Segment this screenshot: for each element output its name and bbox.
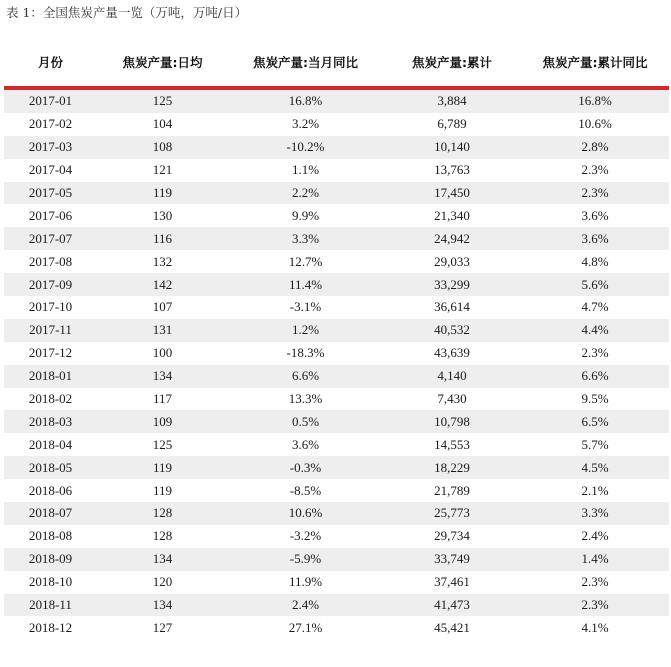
cell-month: 2018-06 [4,479,97,502]
cell-month: 2017-09 [4,273,97,296]
cell-cumulative: 6,789 [383,113,521,136]
cell-cumulative: 14,553 [383,433,521,456]
cell-monthly-yoy: 3.2% [228,113,383,136]
table-row [4,433,669,456]
table-row [4,227,669,250]
cell-daily-average: 125 [97,433,228,456]
table-header-row [4,37,669,88]
cell-monthly-yoy: 2.4% [228,594,383,617]
cell-daily-average: 119 [97,479,228,502]
cell-cumulative-yoy: 3.6% [521,204,669,227]
cell-daily-average: 128 [97,525,228,548]
cell-monthly-yoy: 12.7% [228,250,383,273]
cell-monthly-yoy: 9.9% [228,204,383,227]
cell-cumulative: 45,421 [383,616,521,639]
cell-cumulative: 43,639 [383,342,521,365]
table-row [4,571,669,594]
cell-cumulative-yoy: 2.1% [521,479,669,502]
cell-monthly-yoy: -5.9% [228,548,383,571]
cell-month: 2018-05 [4,456,97,479]
cell-month: 2018-11 [4,594,97,617]
table-row [4,410,669,433]
cell-cumulative: 29,033 [383,250,521,273]
table-row [4,250,669,273]
cell-cumulative-yoy: 5.6% [521,273,669,296]
table-row [4,594,669,617]
cell-cumulative: 21,789 [383,479,521,502]
cell-daily-average: 104 [97,113,228,136]
cell-cumulative: 40,532 [383,319,521,342]
cell-cumulative-yoy: 4.7% [521,296,669,319]
cell-cumulative-yoy: 2.3% [521,182,669,205]
cell-daily-average: 116 [97,227,228,250]
cell-month: 2018-08 [4,525,97,548]
cell-daily-average: 134 [97,365,228,388]
cell-cumulative-yoy: 5.7% [521,433,669,456]
cell-cumulative-yoy: 4.8% [521,250,669,273]
cell-month: 2017-12 [4,342,97,365]
cell-month: 2017-02 [4,113,97,136]
cell-cumulative-yoy: 2.3% [521,342,669,365]
cell-daily-average: 130 [97,204,228,227]
cell-monthly-yoy: 13.3% [228,388,383,411]
header-cumulative-yoy: 焦炭产量:累计同比 [521,37,669,88]
cell-cumulative-yoy: 6.6% [521,365,669,388]
cell-monthly-yoy: -8.5% [228,479,383,502]
cell-cumulative-yoy: 2.3% [521,159,669,182]
cell-daily-average: 117 [97,388,228,411]
cell-month: 2018-03 [4,410,97,433]
coke-output-table [4,37,669,639]
header-month: 月份 [4,37,97,88]
cell-daily-average: 109 [97,410,228,433]
cell-cumulative: 7,430 [383,388,521,411]
cell-cumulative-yoy: 9.5% [521,388,669,411]
cell-month: 2018-02 [4,388,97,411]
cell-cumulative-yoy: 3.6% [521,227,669,250]
table-row [4,456,669,479]
cell-monthly-yoy: 3.3% [228,227,383,250]
cell-cumulative-yoy: 6.5% [521,410,669,433]
cell-monthly-yoy: 2.2% [228,182,383,205]
cell-month: 2017-08 [4,250,97,273]
cell-cumulative: 17,450 [383,182,521,205]
cell-month: 2017-04 [4,159,97,182]
cell-monthly-yoy: -3.1% [228,296,383,319]
header-daily-average: 焦炭产量:日均 [97,37,228,88]
cell-monthly-yoy: 10.6% [228,502,383,525]
cell-month: 2017-05 [4,182,97,205]
cell-monthly-yoy: 16.8% [228,88,383,113]
cell-month: 2018-07 [4,502,97,525]
cell-cumulative: 13,763 [383,159,521,182]
cell-monthly-yoy: 1.1% [228,159,383,182]
cell-cumulative: 25,773 [383,502,521,525]
cell-cumulative: 18,229 [383,456,521,479]
cell-cumulative: 10,140 [383,136,521,159]
cell-daily-average: 107 [97,296,228,319]
header-monthly-yoy: 焦炭产量:当月同比 [228,37,383,88]
cell-cumulative: 24,942 [383,227,521,250]
table-row [4,88,669,113]
cell-cumulative: 21,340 [383,204,521,227]
cell-month: 2017-11 [4,319,97,342]
cell-month: 2017-03 [4,136,97,159]
cell-month: 2018-04 [4,433,97,456]
table-row [4,113,669,136]
table-row [4,319,669,342]
cell-month: 2017-07 [4,227,97,250]
cell-cumulative: 10,798 [383,410,521,433]
table-row [4,525,669,548]
table-caption: 表 1：全国焦炭产量一览（万吨，万吨/日） [6,5,248,20]
table-row [4,365,669,388]
cell-monthly-yoy: 6.6% [228,365,383,388]
cell-daily-average: 100 [97,342,228,365]
cell-cumulative-yoy: 3.3% [521,502,669,525]
cell-daily-average: 119 [97,182,228,205]
cell-cumulative-yoy: 16.8% [521,88,669,113]
cell-daily-average: 131 [97,319,228,342]
cell-month: 2017-06 [4,204,97,227]
cell-cumulative-yoy: 10.6% [521,113,669,136]
cell-cumulative-yoy: 2.3% [521,571,669,594]
cell-monthly-yoy: 11.4% [228,273,383,296]
cell-cumulative: 29,734 [383,525,521,548]
cell-monthly-yoy: 0.5% [228,410,383,433]
table-row [4,548,669,571]
table-row [4,388,669,411]
cell-cumulative-yoy: 2.3% [521,594,669,617]
cell-monthly-yoy: 11.9% [228,571,383,594]
header-cumulative: 焦炭产量:累计 [383,37,521,88]
table-row [4,502,669,525]
cell-cumulative-yoy: 1.4% [521,548,669,571]
table-row [4,273,669,296]
table-row [4,204,669,227]
cell-month: 2018-12 [4,616,97,639]
table-row [4,479,669,502]
cell-monthly-yoy: 27.1% [228,616,383,639]
table-row [4,182,669,205]
cell-daily-average: 132 [97,250,228,273]
cell-month: 2018-09 [4,548,97,571]
cell-daily-average: 119 [97,456,228,479]
cell-cumulative-yoy: 2.4% [521,525,669,548]
cell-daily-average: 121 [97,159,228,182]
cell-monthly-yoy: -18.3% [228,342,383,365]
cell-cumulative-yoy: 4.1% [521,616,669,639]
cell-cumulative-yoy: 2.8% [521,136,669,159]
table-row [4,159,669,182]
cell-daily-average: 128 [97,502,228,525]
cell-daily-average: 134 [97,548,228,571]
cell-daily-average: 120 [97,571,228,594]
cell-cumulative: 33,299 [383,273,521,296]
cell-month: 2018-10 [4,571,97,594]
cell-daily-average: 108 [97,136,228,159]
cell-monthly-yoy: 3.6% [228,433,383,456]
cell-monthly-yoy: -10.2% [228,136,383,159]
cell-cumulative: 4,140 [383,365,521,388]
cell-cumulative-yoy: 4.5% [521,456,669,479]
cell-month: 2017-01 [4,88,97,113]
table-row [4,616,669,639]
table-row [4,342,669,365]
table-row [4,136,669,159]
cell-cumulative: 37,461 [383,571,521,594]
cell-month: 2018-01 [4,365,97,388]
cell-cumulative: 3,884 [383,88,521,113]
cell-cumulative: 41,473 [383,594,521,617]
cell-month: 2017-10 [4,296,97,319]
cell-monthly-yoy: -3.2% [228,525,383,548]
cell-daily-average: 125 [97,88,228,113]
cell-cumulative: 33,749 [383,548,521,571]
cell-daily-average: 134 [97,594,228,617]
cell-monthly-yoy: -0.3% [228,456,383,479]
cell-cumulative: 36,614 [383,296,521,319]
table-row [4,296,669,319]
cell-daily-average: 127 [97,616,228,639]
cell-monthly-yoy: 1.2% [228,319,383,342]
cell-daily-average: 142 [97,273,228,296]
table-body [4,88,669,639]
cell-cumulative-yoy: 4.4% [521,319,669,342]
